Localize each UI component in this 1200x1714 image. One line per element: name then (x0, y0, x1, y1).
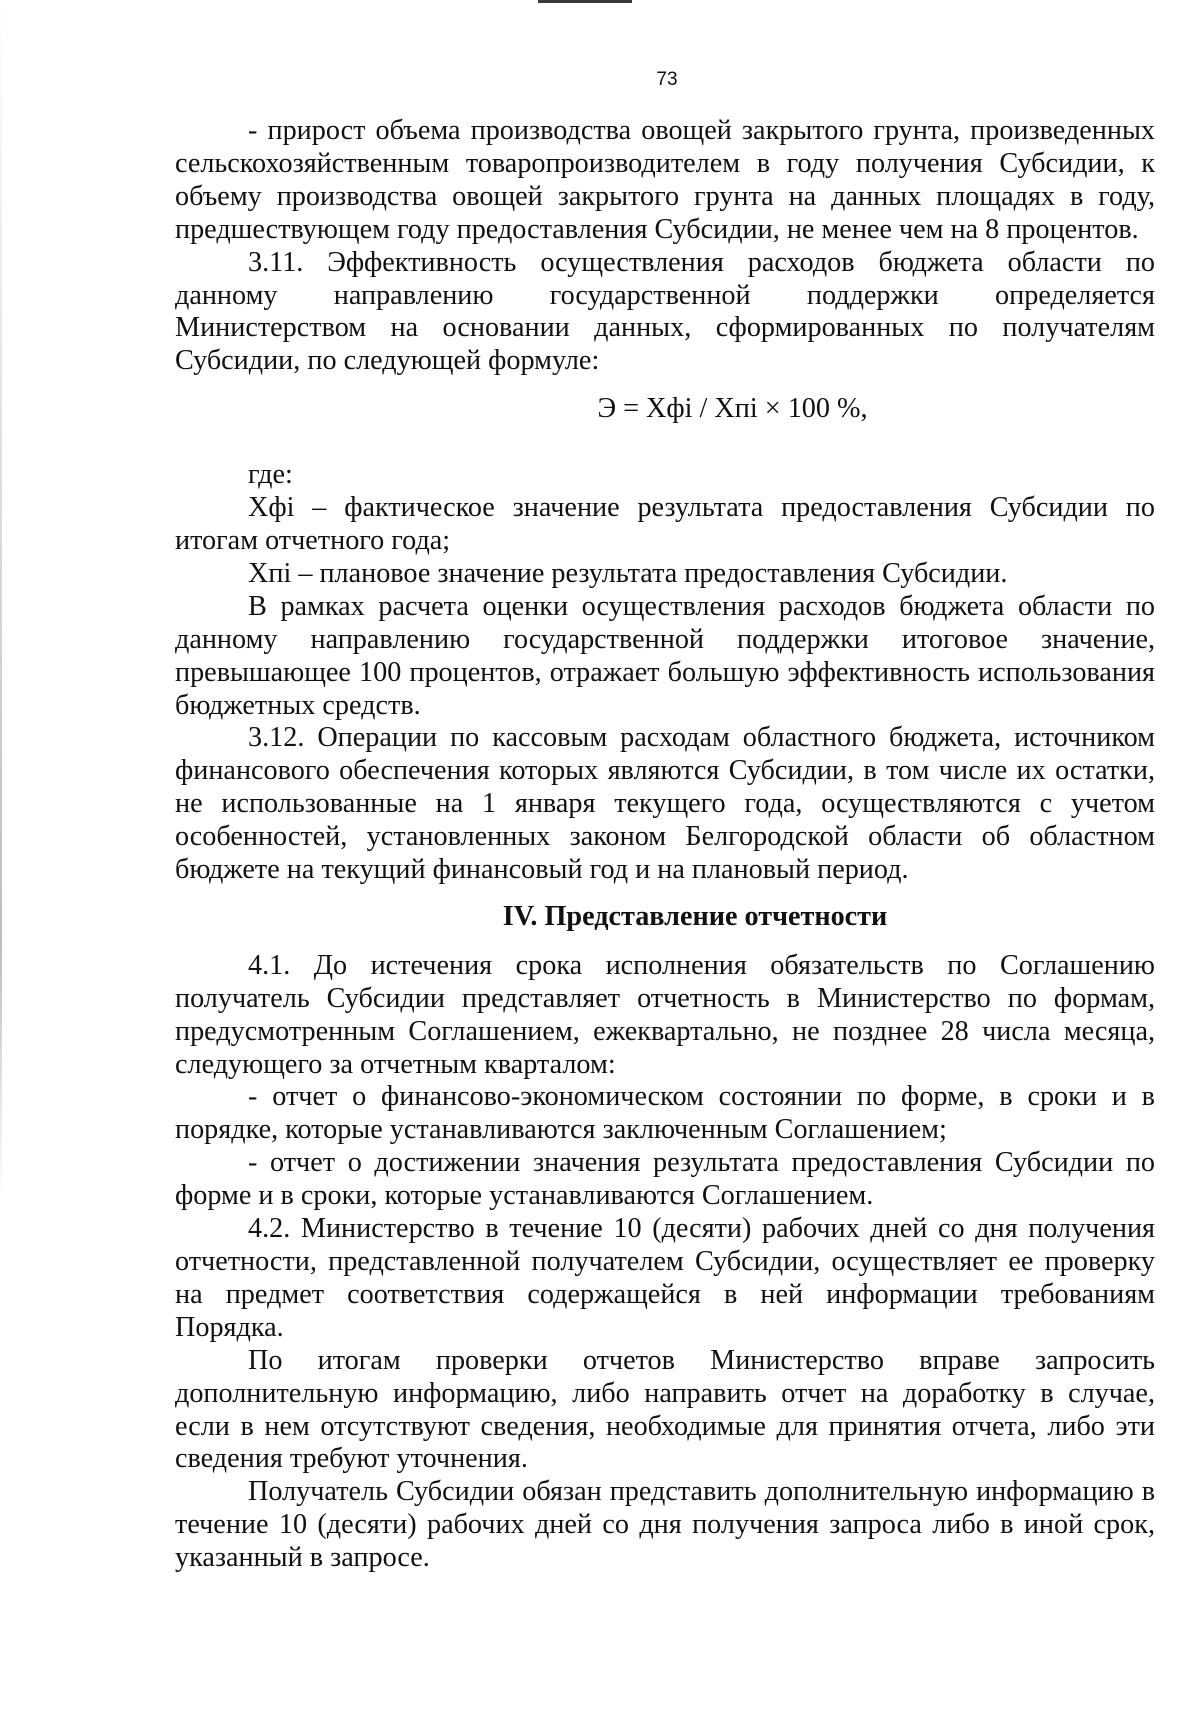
paragraph-4-1: 4.1. До истечения срока исполнения обязательств по Соглашению получатель Субсидии представляет отчетность в Министерство по формам, предусмотренным Соглашением, ежеквартально, не позднее 28 числа месяца, следующего за отчетным кварталом: (175, 949, 1155, 1080)
efficiency-formula: Э = Хфi / Хпi × 100 %, (597, 393, 868, 425)
paragraph-4-2: 4.2. Министерство в течение 10 (десяти) рабочих дней со дня получения отчетности, представленной получателем Субсидии, осуществляет ее проверку на предмет соответствия содержащейся в ней информации требованиям Порядка. (175, 1213, 1155, 1343)
paragraph-result-report: - отчет о достижении значения результата предоставления Субсидии по форме и в сроки, которые устанавливаются Соглашением. (175, 1147, 1155, 1212)
document-body (175, 115, 1155, 1575)
paragraph-3-12: 3.12. Операции по кассовым расходам областного бюджета, источником финансового обеспечения которых являются Субсидии, в том числе их остатки, не использованные на 1 января текущего года, осуществляются с учетом особенностей, установленных законом Белгородской области об областном бюджете на текущий финансовый год и на плановый период. (175, 722, 1155, 886)
paragraph-vegetable-growth: - прирост объема производства овощей закрытого грунта, произведенных сельскохозяйственным товаропроизводителем в году получения Субсидии, к объему производства овощей закрытого грунта на данных площадях в году, предшествующем году предоставления Субсидии, не менее чем на 8 процентов. (175, 115, 1155, 245)
paragraph-where: где: (248, 459, 293, 491)
paragraph-additional-info-request: По итогам проверки отчетов Министерство вправе запросить дополнительную информацию, либо направить отчет на доработку в случае, если в нем отсутствуют сведения, необходимые для принятия отчета, либо эти сведения требуют уточнения. (175, 1344, 1155, 1475)
paragraph-xpi-definition: Хпi – плановое значение результата предоставления Субсидии. (248, 557, 1008, 589)
page-number: 73 (656, 69, 678, 90)
paragraph-xfi-definition: Хфi – фактическое значение результата предоставления Субсидии по итогам отчетного года; (175, 492, 1155, 556)
paragraph-additional-info-deadline: Получатель Субсидии обязан представить дополнительную информацию в течение 10 (десяти) рабочих дней со дня получения запроса либо в иной срок, указанный в запросе. (175, 1476, 1155, 1574)
paragraph-financial-report: - отчет о финансово-экономическом состоянии по форме, в сроки и в порядке, которые устанавливаются заключенным Соглашением; (175, 1081, 1155, 1146)
paragraph-3-11: 3.11. Эффективность осуществления расходов бюджета области по данному направлению государственной поддержки определяется Министерством на основании данных, сформированных по получателям Субсидии, по следующей формуле: (175, 246, 1155, 377)
section-heading-reporting: IV. Представление отчетности (502, 900, 888, 932)
paragraph-efficiency-assessment: В рамках расчета оценки осуществления расходов бюджета области по данному направлению государственной поддержки итоговое значение, превышающее 100 процентов, отражает большую эффективность использования бюджетных средств. (175, 590, 1155, 721)
scan-top-mark (538, 0, 632, 3)
scan-left-edge (0, 0, 2, 1714)
